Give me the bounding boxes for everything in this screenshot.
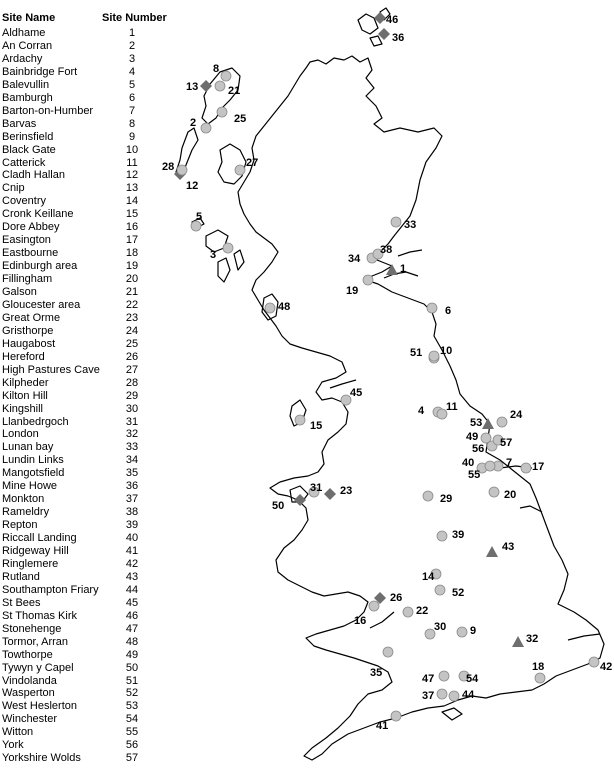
- site-marker-label: 7: [506, 457, 513, 469]
- site-marker-label: 44: [462, 689, 475, 701]
- site-marker-label: 19: [346, 285, 359, 297]
- site-number: 35: [125, 467, 139, 480]
- site-number: 34: [125, 454, 139, 467]
- site-marker-circle: [437, 531, 447, 541]
- site-marker-label: 40: [462, 457, 475, 469]
- site-number: 7: [128, 104, 136, 117]
- site-number: 8: [128, 117, 136, 130]
- site-name: Ringlemere: [2, 557, 59, 570]
- site-number: 57: [125, 752, 139, 765]
- site-number: 3: [128, 52, 136, 65]
- site-marker-circle: [221, 71, 231, 81]
- site-name: Galson: [2, 286, 37, 298]
- site-marker-label: 42: [600, 661, 613, 673]
- site-name: St Thomas Kirk: [2, 609, 77, 622]
- site-number: 25: [125, 337, 139, 350]
- site-number: 42: [125, 557, 139, 570]
- site-marker-label: 31: [310, 482, 323, 494]
- site-number: 29: [125, 389, 139, 402]
- site-number: 55: [125, 726, 139, 739]
- site-name: Edinburgh area: [2, 260, 78, 273]
- site-name: Towthorpe: [2, 648, 53, 661]
- site-name: An Corran: [2, 39, 53, 52]
- site-marker-circle: [521, 463, 531, 473]
- site-marker-circle: [223, 243, 233, 253]
- site-number: 51: [125, 674, 139, 687]
- site-number: 20: [125, 273, 139, 286]
- site-name: Ridgeway Hill: [2, 545, 69, 557]
- site-name: High Pastures Cave: [2, 363, 100, 376]
- site-name: Cronk Keillane: [2, 208, 74, 221]
- site-marker-label: 11: [446, 401, 458, 413]
- site-marker-circle: [403, 607, 413, 617]
- site-marker-triangle: [386, 264, 398, 275]
- site-marker-circle: [369, 601, 379, 611]
- site-marker-circle: [535, 673, 545, 683]
- site-name: Cladh Hallan: [2, 169, 65, 182]
- site-name: Kilton Hill: [2, 389, 48, 402]
- site-number: 4: [128, 65, 136, 78]
- site-labels-layer: [162, 14, 612, 732]
- site-number: 6: [128, 91, 136, 104]
- site-marker-label: 20: [504, 489, 517, 501]
- site-name: Riccall Landing: [2, 532, 77, 545]
- site-marker-circle: [215, 81, 225, 91]
- site-name: Rutland: [2, 570, 40, 583]
- site-name: West Heslerton: [2, 700, 77, 713]
- site-name: Llanbedrgoch: [2, 415, 69, 428]
- site-marker-diamond: [294, 494, 306, 506]
- site-number: 46: [125, 609, 139, 622]
- site-name: Fillingham: [2, 273, 53, 286]
- site-name: Kilpheder: [2, 376, 49, 389]
- site-marker-label: 39: [452, 529, 465, 541]
- site-marker-label: 30: [434, 621, 447, 633]
- site-number: 21: [125, 286, 139, 298]
- site-marker-circle: [217, 107, 227, 117]
- site-number: 44: [125, 583, 139, 596]
- site-name: Balevullin: [2, 78, 50, 91]
- site-number: 54: [125, 713, 139, 726]
- site-marker-label: 17: [532, 461, 545, 473]
- site-marker-label: 36: [392, 32, 405, 44]
- site-number: 36: [125, 480, 139, 493]
- site-marker-label: 53: [470, 417, 483, 429]
- site-marker-circle: [439, 671, 449, 681]
- site-marker-label: 47: [422, 673, 435, 685]
- site-marker-label: 37: [422, 690, 435, 702]
- site-marker-circle: [423, 491, 433, 501]
- site-name: St Bees: [2, 596, 41, 609]
- tay-inlet: [398, 250, 422, 256]
- site-name: Easington: [2, 234, 51, 247]
- site-number: 16: [125, 221, 139, 234]
- site-marker-label: 8: [213, 63, 220, 75]
- site-marker-label: 25: [234, 113, 247, 125]
- site-marker-circle: [437, 689, 447, 699]
- site-marker-label: 26: [390, 592, 403, 604]
- site-number: 22: [125, 298, 139, 311]
- site-number: 30: [125, 402, 139, 415]
- site-marker-triangle: [482, 418, 494, 429]
- severn-inlet: [370, 612, 394, 628]
- site-name: Catterick: [2, 156, 46, 169]
- site-number: 26: [125, 350, 139, 363]
- site-number: 52: [125, 687, 139, 700]
- site-marker-diamond: [324, 488, 336, 500]
- site-marker-label: 50: [272, 500, 285, 512]
- site-number: 27: [125, 363, 139, 376]
- site-marker-label: 38: [380, 244, 393, 256]
- site-number: 47: [125, 622, 139, 635]
- site-marker-circle: [363, 275, 373, 285]
- site-marker-label: 57: [500, 437, 513, 449]
- site-marker-label: 56: [472, 443, 485, 455]
- site-marker-label: 22: [416, 605, 429, 617]
- site-marker-label: 29: [440, 493, 453, 505]
- site-marker-circle: [391, 711, 401, 721]
- site-name: Haugabost: [2, 337, 56, 350]
- site-number: 24: [125, 324, 139, 337]
- site-marker-label: 46: [386, 14, 399, 26]
- site-number: 53: [125, 700, 139, 713]
- site-name: Stonehenge: [2, 622, 62, 635]
- site-marker-circle: [489, 487, 499, 497]
- site-number: 49: [125, 648, 139, 661]
- site-name: Bainbridge Fort: [2, 65, 78, 78]
- site-marker-label: 10: [440, 345, 453, 357]
- site-number-column-header: Site Number: [102, 12, 167, 24]
- site-marker-label: 45: [350, 387, 363, 399]
- site-marker-circle: [265, 303, 275, 313]
- site-name: Black Gate: [2, 143, 56, 156]
- site-marker-circle: [427, 303, 437, 313]
- site-name: London: [2, 428, 39, 441]
- site-number: 9: [128, 130, 136, 143]
- site-name: Hereford: [2, 350, 45, 363]
- site-marker-label: 41: [376, 720, 389, 732]
- site-marker-label: 1: [400, 263, 407, 275]
- site-marker-circle: [429, 351, 439, 361]
- site-number: 50: [125, 661, 139, 674]
- site-number: 38: [125, 506, 139, 519]
- britain-map: [160, 0, 614, 772]
- site-marker-label: 18: [532, 661, 545, 673]
- site-name: Winchester: [2, 713, 58, 726]
- site-marker-label: 33: [404, 219, 417, 231]
- site-marker-label: 49: [466, 431, 479, 443]
- site-marker-label: 16: [354, 615, 367, 627]
- site-marker-label: 4: [418, 405, 425, 417]
- site-name: Yorkshire Wolds: [2, 752, 81, 765]
- site-name: Great Orme: [2, 311, 61, 324]
- site-number: 18: [125, 247, 139, 260]
- site-name-column-header: Site Name: [2, 12, 56, 24]
- site-number: 2: [128, 39, 136, 52]
- site-number: 32: [125, 428, 139, 441]
- site-marker-label: 43: [502, 541, 515, 553]
- thames-inlet: [568, 634, 600, 640]
- site-marker-label: 14: [422, 571, 435, 583]
- site-marker-circle: [457, 627, 467, 637]
- site-number: 13: [125, 182, 139, 195]
- site-name: Repton: [2, 519, 38, 532]
- site-name: Witton: [2, 726, 34, 739]
- site-marker-label: 28: [162, 161, 175, 173]
- site-number: 14: [125, 195, 139, 208]
- site-name: York: [2, 739, 24, 752]
- skye: [218, 144, 246, 184]
- site-number: 5: [128, 78, 136, 91]
- site-name: Ardachy: [2, 52, 43, 65]
- site-name: Barton-on-Humber: [2, 104, 94, 117]
- site-name: Tywyn y Capel: [2, 661, 74, 674]
- site-name: Gloucester area: [2, 298, 81, 311]
- site-name: Coventry: [2, 195, 47, 208]
- site-marker-circle: [391, 217, 401, 227]
- site-marker-circle: [383, 647, 393, 657]
- site-name: Cnip: [2, 182, 25, 195]
- isle-of-wight: [442, 708, 462, 720]
- site-marker-circle: [295, 415, 305, 425]
- site-name: Tormor, Arran: [2, 635, 69, 648]
- site-number: 19: [125, 260, 139, 273]
- site-number: 48: [125, 635, 139, 648]
- site-number: 40: [125, 532, 139, 545]
- site-marker-label: 52: [452, 587, 465, 599]
- site-number: 1: [128, 27, 136, 39]
- site-name: Rameldry: [2, 506, 50, 519]
- site-marker-circle: [449, 691, 459, 701]
- site-marker-circle: [201, 123, 211, 133]
- site-marker-diamond: [200, 80, 212, 92]
- site-marker-label: 32: [526, 633, 539, 645]
- site-name: Eastbourne: [2, 247, 59, 260]
- site-marker-label: 51: [410, 347, 423, 359]
- site-name: Dore Abbey: [2, 221, 60, 234]
- site-number: 15: [125, 208, 139, 221]
- site-marker-label: 34: [348, 253, 361, 265]
- site-marker-triangle: [486, 546, 498, 557]
- site-marker-label: 24: [510, 409, 523, 421]
- site-name: Lunan bay: [2, 441, 54, 454]
- site-marker-label: 9: [470, 625, 477, 637]
- site-marker-circle: [485, 461, 495, 471]
- site-name: Kingshill: [2, 402, 43, 415]
- site-marker-label: 5: [196, 211, 203, 223]
- site-name: Bamburgh: [2, 91, 53, 104]
- site-number: 28: [125, 376, 139, 389]
- site-name: Gristhorpe: [2, 324, 54, 337]
- site-number: 23: [125, 311, 139, 324]
- site-name: Mangotsfield: [2, 467, 65, 480]
- site-marker-label: 48: [278, 301, 291, 313]
- site-number: 11: [126, 156, 138, 169]
- site-marker-circle: [497, 417, 507, 427]
- site-number: 12: [125, 169, 139, 182]
- site-number: 17: [125, 234, 139, 247]
- site-marker-circle: [177, 165, 187, 175]
- site-number: 45: [125, 596, 139, 609]
- site-number: 41: [125, 545, 139, 557]
- site-number: 43: [125, 570, 139, 583]
- site-marker-circle: [435, 585, 445, 595]
- site-name: Mine Howe: [2, 480, 58, 493]
- site-name: Lundin Links: [2, 454, 64, 467]
- site-marker-diamond: [378, 28, 390, 40]
- site-number: 33: [125, 441, 139, 454]
- site-marker-label: 23: [340, 485, 353, 497]
- site-number: 37: [125, 493, 139, 506]
- site-name: Wasperton: [2, 687, 55, 700]
- site-marker-label: 13: [186, 81, 199, 93]
- site-name: Monkton: [2, 493, 45, 506]
- site-marker-label: 2: [190, 117, 197, 129]
- site-name: Aldhame: [2, 27, 46, 39]
- site-name: Southampton Friary: [2, 583, 99, 596]
- site-number: 39: [125, 519, 139, 532]
- site-marker-label: 12: [186, 180, 199, 192]
- site-marker-circle: [235, 165, 245, 175]
- site-marker-label: 21: [228, 85, 241, 97]
- site-marker-label: 55: [468, 469, 481, 481]
- site-marker-label: 6: [445, 305, 452, 317]
- site-name: Barvas: [2, 117, 37, 130]
- islay-jura: [218, 250, 244, 282]
- site-marker-label: 3: [210, 249, 217, 261]
- site-name: Vindolanda: [2, 674, 57, 687]
- site-marker-label: 54: [466, 673, 479, 685]
- site-number: 31: [125, 415, 139, 428]
- site-marker-label: 35: [370, 667, 383, 679]
- site-marker-label: 15: [310, 420, 323, 432]
- site-number: 56: [125, 739, 139, 752]
- site-marker-circle: [589, 657, 599, 667]
- site-number: 10: [125, 143, 139, 156]
- site-marker-triangle: [512, 636, 524, 647]
- site-marker-label: 27: [246, 157, 259, 169]
- site-name: Berinsfield: [2, 130, 54, 143]
